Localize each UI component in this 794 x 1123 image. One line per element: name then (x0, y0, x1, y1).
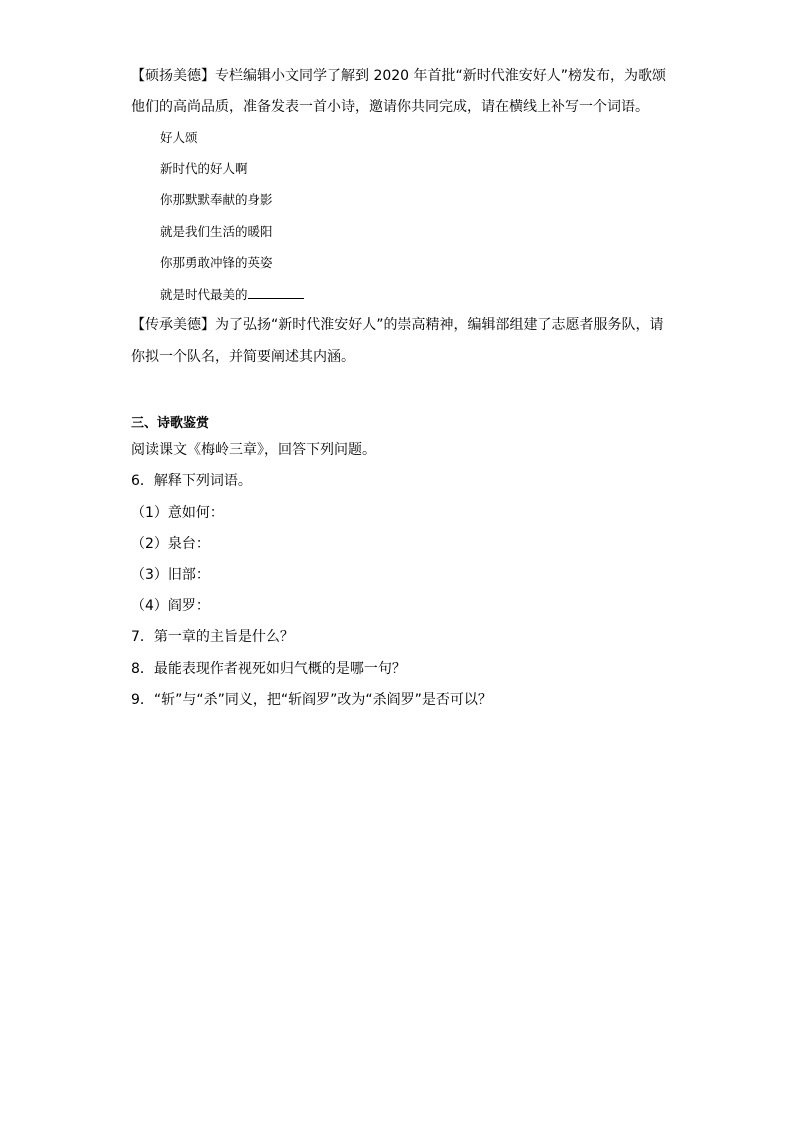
question-6: 6．解释下列词语。 (131, 473, 252, 489)
answer-blank[interactable] (248, 286, 304, 299)
poem-line: 新时代的好人啊 (160, 161, 248, 176)
question-6-item: （3）旧部： (131, 567, 210, 583)
question-7: 7．第一章的主旨是什么？ (131, 629, 294, 645)
question-6-item: （2）泉台： (131, 536, 210, 552)
poem-line: 就是时代最美的 (160, 287, 248, 302)
section-heading: 三、诗歌鉴赏 (131, 416, 210, 431)
question-6-item: （4）阎罗： (131, 598, 210, 614)
paragraph-line: 你拟一个队名，并简要阐述其内涵。 (131, 349, 355, 365)
poem-line-with-blank (160, 286, 304, 303)
poem-line: 你那默默奉献的身影 (160, 192, 273, 207)
paragraph-line: 他们的高尚品质，准备发表一首小诗，邀请你共同完成，请在横线上补写一个词语。 (131, 99, 649, 115)
question-9: 9．“斩”与“杀”同义，把“斩阎罗”改为“杀阎罗”是否可以？ (131, 692, 492, 708)
question-6-item: （1）意如何： (131, 505, 224, 521)
poem-line: 你那勇敢冲锋的英姿 (160, 255, 273, 270)
poem-title: 好人颂 (160, 130, 198, 145)
paragraph-line: 【硕扬美德】专栏编辑小文同学了解到 2020 年首批“新时代淮安好人”榜发布，为歌颂 (131, 68, 667, 84)
section-intro: 阅读课文《梅岭三章》，回答下列问题。 (131, 442, 376, 458)
question-8: 8．最能表现作者视死如归气概的是哪一句？ (131, 661, 406, 677)
poem-line: 就是我们生活的暖阳 (160, 224, 273, 239)
paragraph-line: 【传承美德】为了弘扬“新时代淮安好人”的崇高精神，编辑部组建了志愿者服务队，请 (131, 317, 664, 333)
